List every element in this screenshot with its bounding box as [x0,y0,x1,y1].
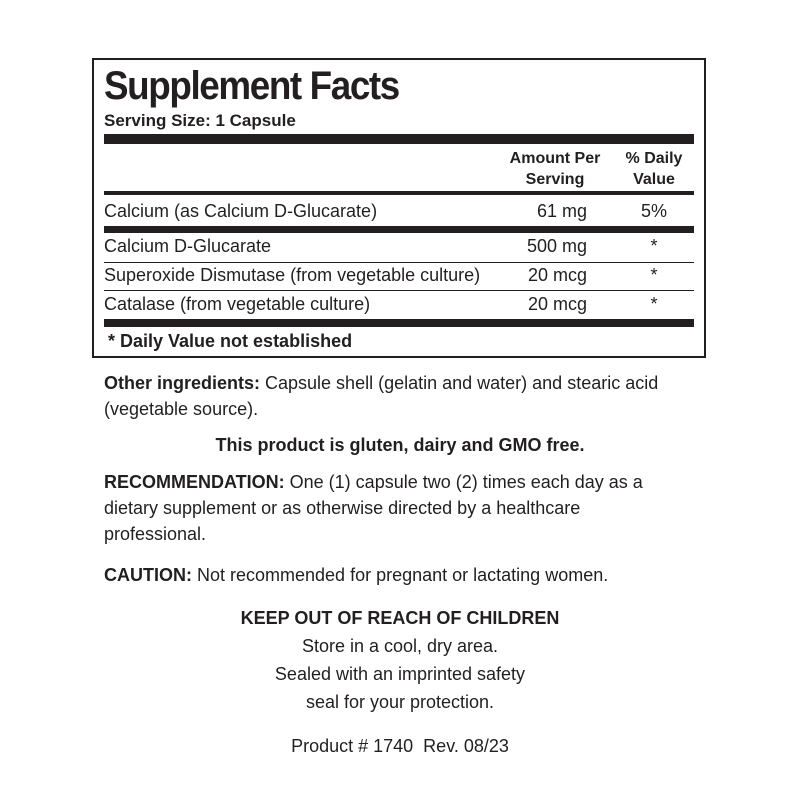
nutrient-name: Calcium D-Glucarate [104,236,272,256]
caution-text: Not recommended for pregnant or lactating women. [192,565,609,585]
row-divider [104,262,694,263]
other-ingredients [104,370,684,422]
caution [104,562,684,588]
amount-per-serving-header [500,148,610,190]
heavy-divider [104,134,694,144]
nutrient-amount: 20 mcg [527,294,587,314]
nutrient-daily-value: * [650,265,658,285]
keep-out-warning: KEEP OUT OF REACH OF CHILDREN [240,608,560,628]
nutrient-daily-value: * [650,236,658,256]
recommendation [104,469,684,547]
other-ingredients-label: Other ingredients: [104,373,261,393]
nutrient-daily-value: 5% [640,201,667,221]
nutrient-name: Catalase (from vegetable culture) [104,294,371,314]
storage-instruction: Store in a cool, dry area. [301,636,499,656]
daily-value-header [612,148,696,190]
product-info: Product # 1740 Rev. 08/23 [291,736,509,756]
dv-header-line2: Value [633,171,675,188]
recommendation-label: RECOMMENDATION: [104,472,285,492]
recommendation-text: One (1) capsule two (2) times each day as a dietary supplement or as otherwise directed by a healthcare professional. [104,472,643,544]
amount-header-line1: Amount Per [509,150,601,167]
row-heavy-divider [104,226,694,233]
seal-line-2: seal for your protection. [305,692,495,712]
daily-value-footnote: * Daily Value not established [108,331,353,351]
nutrient-name: Superoxide Dismutase (from vegetable culture) [104,265,481,285]
nutrient-amount: 61 mg [536,201,587,221]
dv-header-line1: % Daily [625,150,683,167]
nutrient-amount: 20 mcg [527,265,587,285]
serving-size: Serving Size: 1 Capsule [104,111,296,130]
nutrient-amount: 500 mg [526,236,587,256]
other-ingredients-text: Capsule shell (gelatin and water) and stearic acid (vegetable source). [104,373,659,419]
amount-header-line2: Serving [525,171,585,188]
supplement-facts-title: Supplement Facts [104,64,399,108]
footer-divider [104,319,694,327]
free-from-statement: This product is gluten, dairy and GMO free. [215,435,585,455]
header-divider [104,191,694,195]
caution-label: CAUTION: [104,565,192,585]
nutrient-name: Calcium (as Calcium D-Glucarate) [104,201,378,221]
row-divider [104,290,694,291]
nutrient-daily-value: * [650,294,658,314]
seal-line-1: Sealed with an imprinted safety [274,664,526,684]
